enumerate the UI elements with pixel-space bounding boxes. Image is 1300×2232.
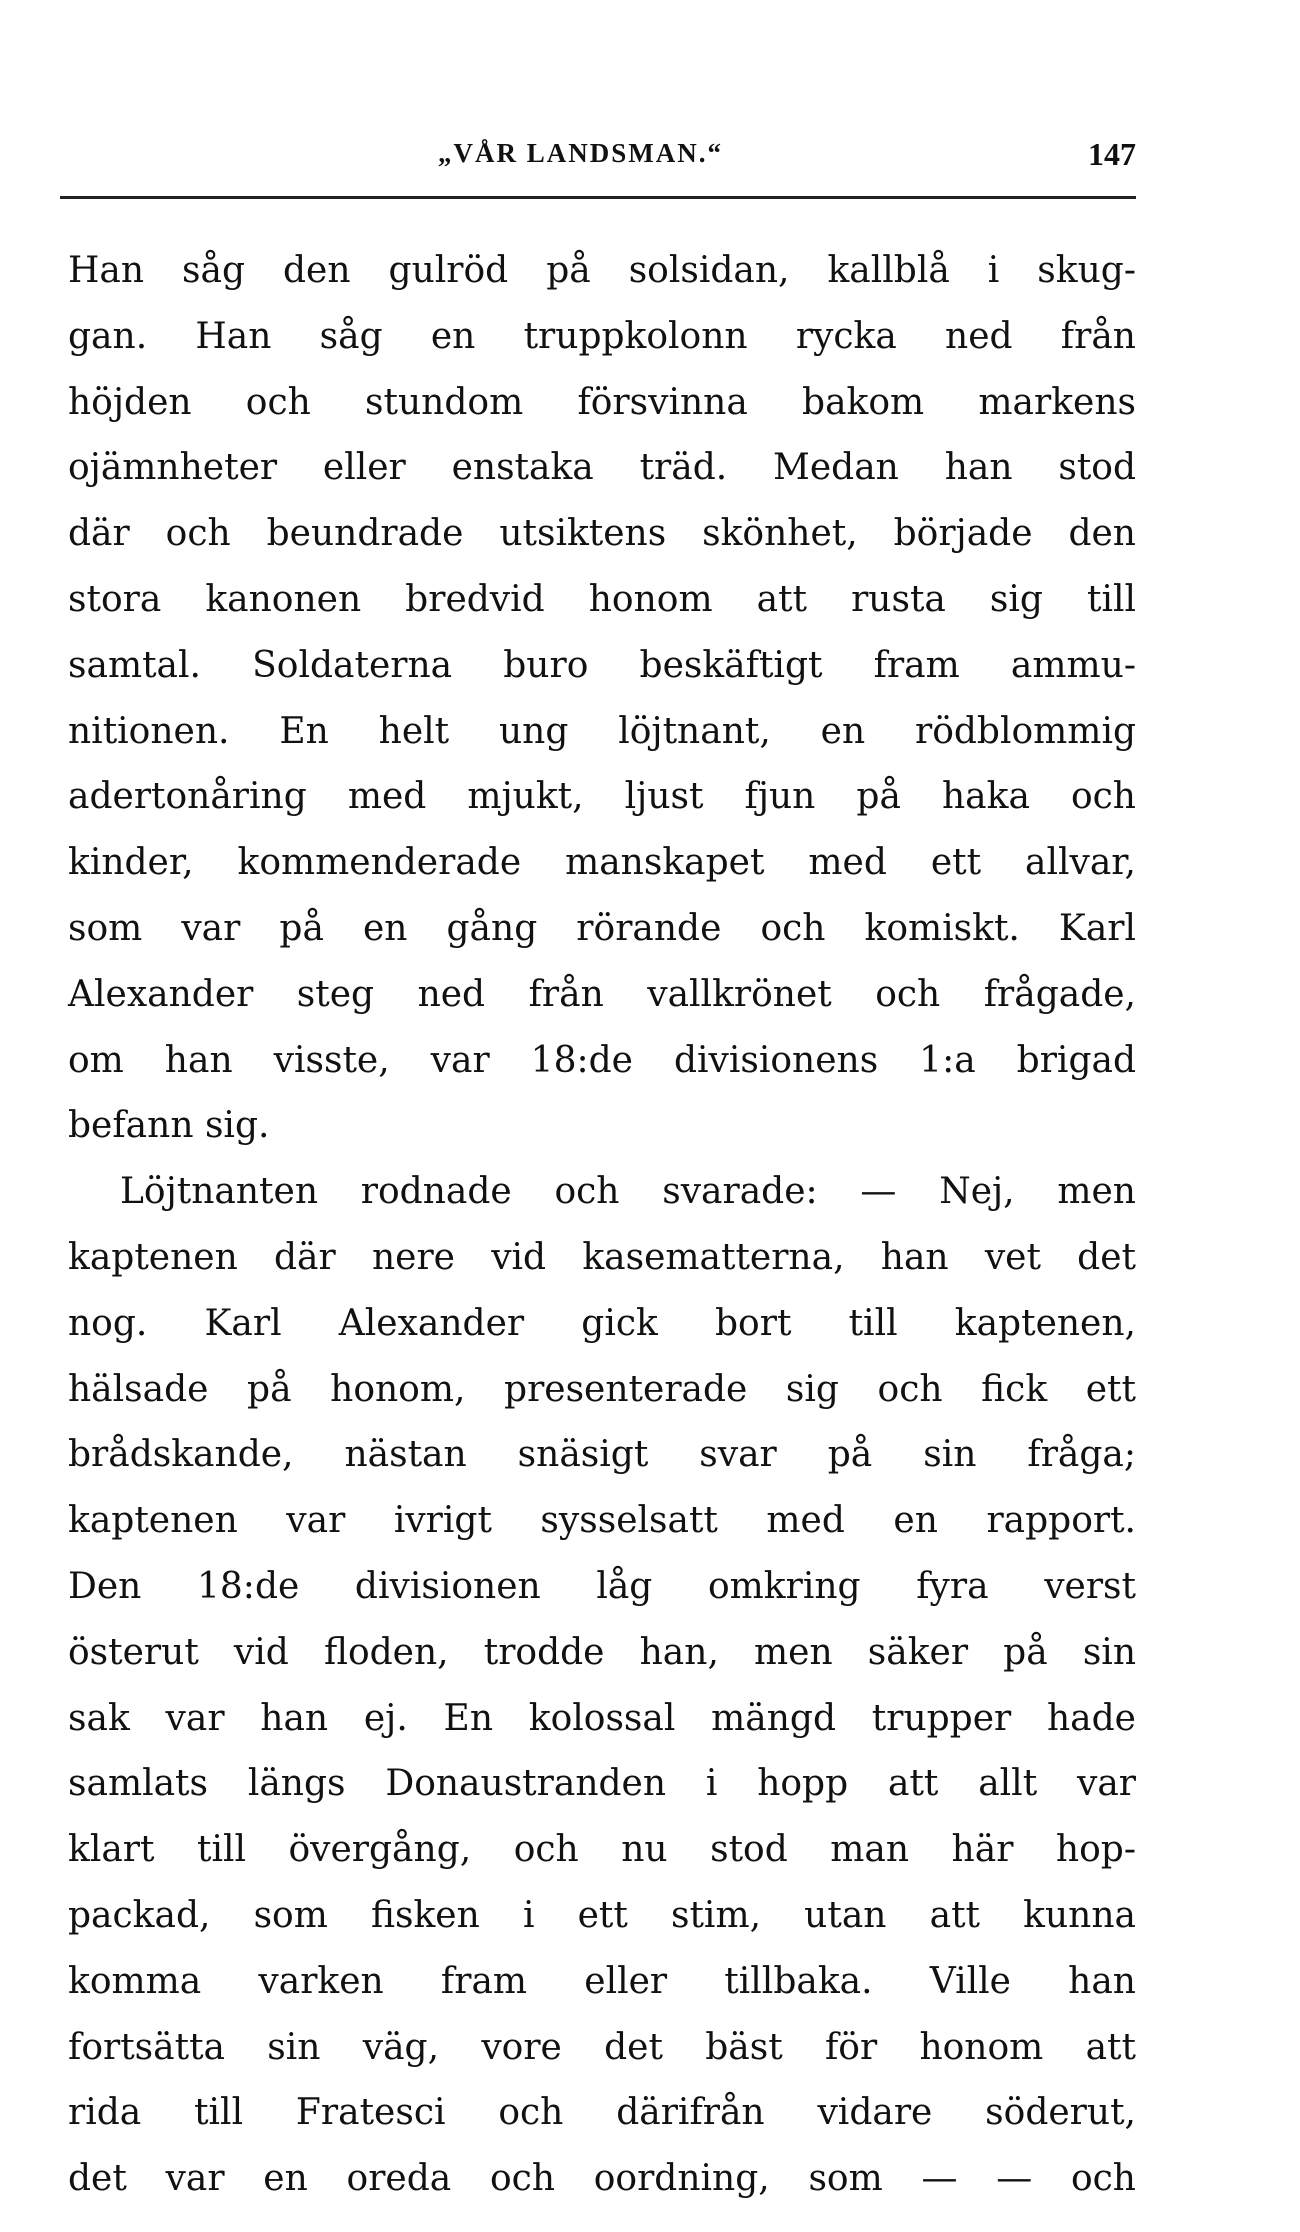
text-line: samlats längs Donaustranden i hopp att allt var — [68, 1763, 1136, 1805]
text-line: nog. Karl Alexander gick bort till kaptenen, — [68, 1302, 1136, 1344]
text-line: Löjtnanten rodnade och svarade: — Nej, men — [120, 1171, 1136, 1213]
text-line: befann sig. — [68, 1105, 270, 1147]
text-line: komma varken fram eller tillbaka. Ville han — [68, 1960, 1136, 2002]
text-line: brådskande, nästan snäsigt svar på sin fråga; — [68, 1434, 1136, 1476]
text-line: fortsätta sin väg, vore det bäst för honom att — [68, 2026, 1136, 2068]
text-line: hälsade på honom, presenterade sig och fick ett — [68, 1368, 1136, 1410]
text-line: kaptenen där nere vid kasematterna, han vet det — [68, 1236, 1136, 1278]
paragraph-1 — [68, 238, 1136, 1159]
text-line: Alexander steg ned från vallkrönet och frågade, — [68, 973, 1136, 1015]
text-line: Han såg den gulröd på solsidan, kallblå i skug- — [68, 250, 1136, 291]
text-line: rida till Fratesci och därifrån vidare söderut, — [68, 2092, 1136, 2134]
body-text — [68, 238, 1136, 2212]
text-line: adertonåring med mjukt, ljust fjun på haka och — [68, 776, 1136, 818]
text-line: nitionen. En helt ung löjtnant, en rödblommig — [68, 710, 1136, 752]
text-line: ojämnheter eller enstaka träd. Medan han stod — [68, 447, 1136, 489]
text-line: sak var han ej. En kolossal mängd trupper hade — [68, 1697, 1136, 1739]
text-line: det var en oreda och oordning, som — — och — [68, 2158, 1136, 2200]
text-line: österut vid floden, trodde han, men säker på sin — [68, 1631, 1136, 1673]
text-line: som var på en gång rörande och komiskt. Karl — [68, 907, 1136, 949]
header-rule — [60, 196, 1136, 199]
running-head — [60, 136, 1136, 186]
text-line: höjden och stundom försvinna bakom markens — [68, 381, 1136, 423]
text-line: kinder, kommenderade manskapet med ett allvar, — [68, 842, 1136, 884]
text-line: om han visste, var 18:de divisionens 1:a brigad — [68, 1039, 1136, 1081]
text-line: samtal. Soldaterna buro beskäftigt fram ammu- — [68, 644, 1136, 686]
text-line: kaptenen var ivrigt sysselsatt med en rapport. — [68, 1500, 1136, 1542]
text-line: där och beundrade utsiktens skönhet, började den — [68, 513, 1136, 555]
text-line: klart till övergång, och nu stod man här hop- — [68, 1829, 1136, 1871]
page-number: 147 — [1088, 136, 1136, 172]
running-title: „VÅR LANDSMAN.“ — [438, 138, 723, 168]
paragraph-2 — [68, 1159, 1136, 2212]
text-line: Den 18:de divisionen låg omkring fyra verst — [68, 1565, 1136, 1607]
text-line: packad, som fisken i ett stim, utan att kunna — [68, 1894, 1136, 1936]
text-line: stora kanonen bredvid honom att rusta sig till — [68, 578, 1136, 620]
text-line: gan. Han såg en truppkolonn rycka ned från — [68, 315, 1136, 357]
